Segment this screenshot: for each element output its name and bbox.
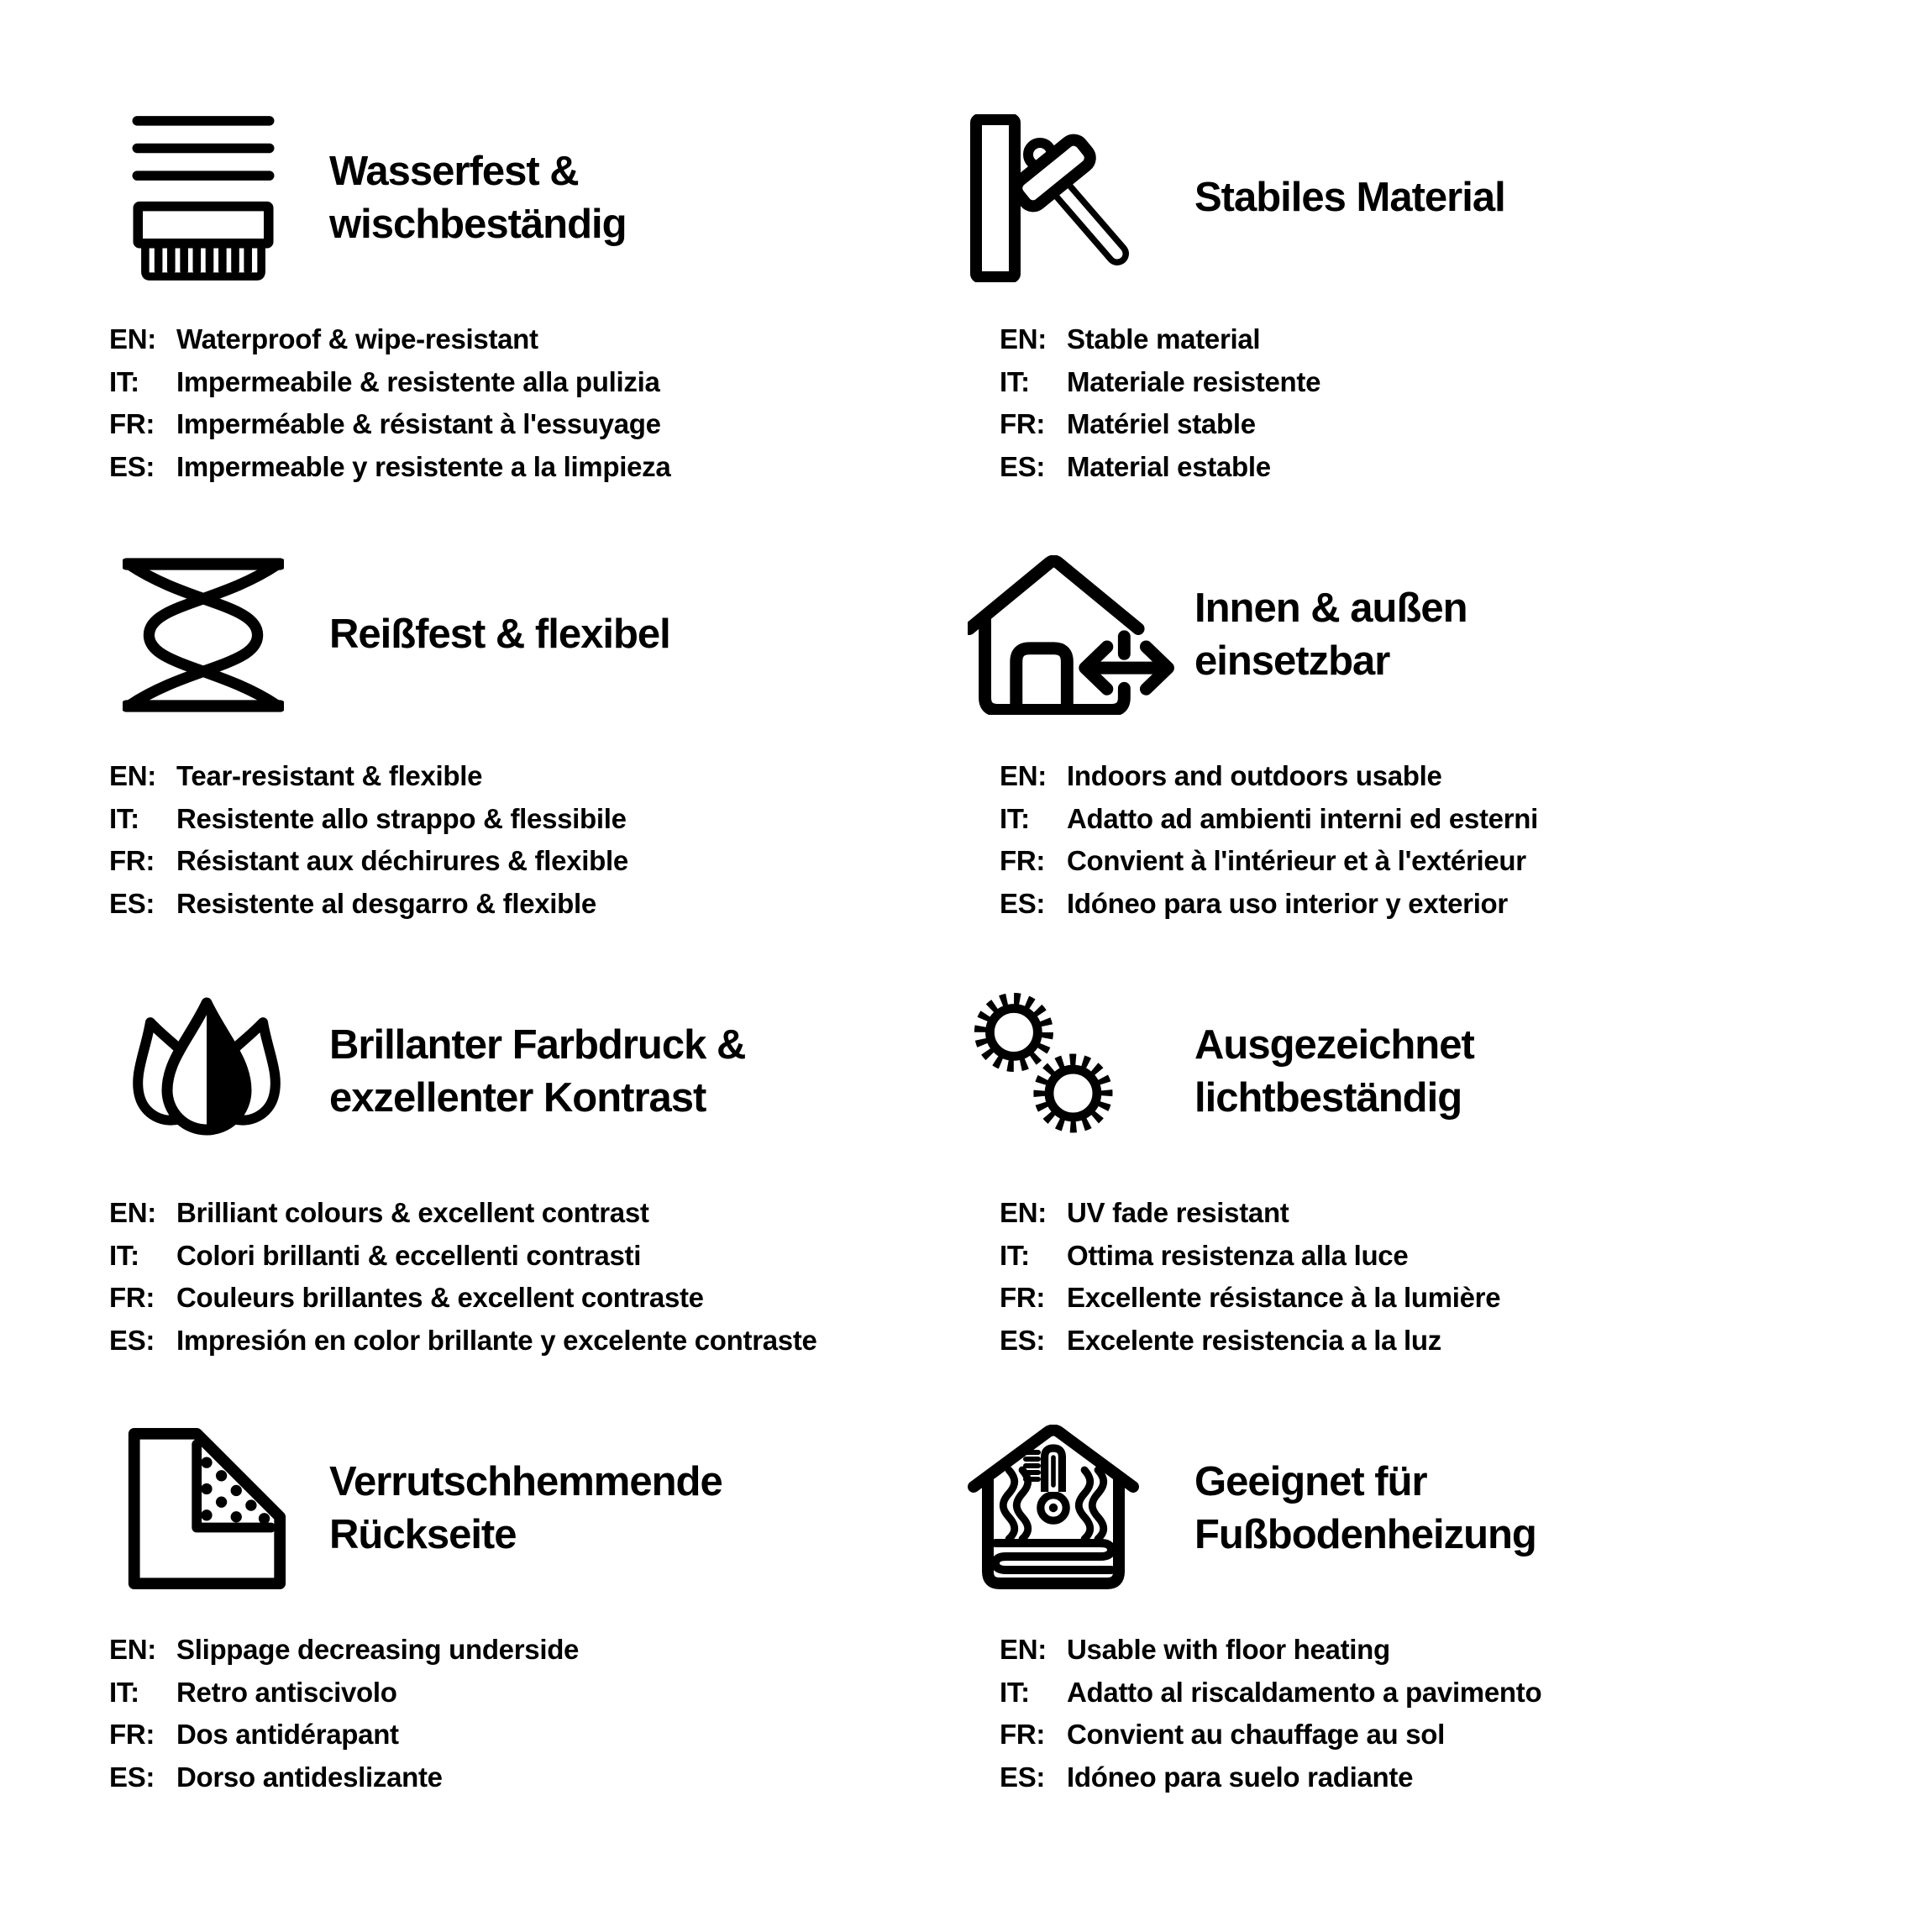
translation-text: Colori brillanti & eccellenti contrasti (176, 1239, 642, 1271)
translation-text: Tear-resistant & flexible (176, 760, 483, 791)
feature-indoor-outdoor (966, 544, 1898, 981)
feature-header (966, 108, 1898, 288)
lang-label: IT: (1000, 1239, 1030, 1271)
translation-row (109, 1756, 966, 1799)
translation-row (109, 318, 966, 361)
translation-text: Resistente allo strappo & flessibile (176, 802, 627, 834)
feature-header (966, 544, 1898, 725)
lang-label: ES: (109, 1761, 155, 1793)
translation-row (1000, 1277, 1898, 1320)
lang-label: EN: (1000, 323, 1047, 354)
translation-row (1000, 1192, 1898, 1235)
translation-row (1000, 361, 1898, 404)
translations (966, 318, 1898, 488)
translation-row (1000, 883, 1898, 926)
translation-row (1000, 1235, 1898, 1278)
water-lines-brush-icon (123, 114, 284, 282)
translation-row (1000, 755, 1898, 798)
translation-text: Retro antiscivolo (176, 1676, 397, 1708)
feature-title: Geeignet für Fußbodenheizung (1194, 1459, 1536, 1557)
icon-box (109, 1426, 329, 1591)
house-double-arrow-icon (968, 555, 1174, 715)
icon-box (966, 990, 1194, 1154)
lang-label: ES: (109, 887, 155, 919)
translations (966, 1192, 1898, 1362)
lang-label: EN: (109, 323, 156, 354)
feature-brilliant-print (109, 981, 966, 1418)
translation-row (109, 1672, 966, 1714)
translation-row (1000, 403, 1898, 446)
translation-text: Stable material (1067, 323, 1261, 354)
translation-text: Impermeable y resistente a la limpieza (176, 450, 671, 482)
lang-label: EN: (1000, 1634, 1047, 1665)
translation-row (1000, 1672, 1898, 1714)
translation-row (1000, 1320, 1898, 1362)
translation-row (109, 1235, 966, 1278)
lang-label: IT: (109, 1239, 139, 1271)
lang-label: FR: (1000, 408, 1046, 439)
translation-row (109, 1320, 966, 1362)
uv-suns-icon (968, 990, 1132, 1154)
lang-label: IT: (1000, 802, 1030, 834)
translations (109, 1192, 966, 1362)
feature-header (966, 1418, 1898, 1599)
icon-box (109, 995, 329, 1149)
feature-title: Innen & außen einsetzbar (1194, 585, 1467, 684)
feature-tear-resistant (109, 544, 966, 981)
feature-title: Ausgezeichnet lichtbeständig (1194, 1022, 1474, 1121)
lang-label: EN: (1000, 1197, 1047, 1228)
icon-box (109, 114, 329, 282)
feature-waterproof-wipe (109, 108, 966, 544)
translation-text: Idóneo para suelo radiante (1067, 1761, 1414, 1793)
translation-text: Adatto al riscaldamento a pavimento (1067, 1676, 1542, 1708)
translation-row (109, 798, 966, 841)
hammer-plank-icon (968, 114, 1136, 282)
icon-box (966, 1425, 1194, 1593)
lang-label: FR: (109, 845, 155, 876)
translation-text: Dorso antideslizante (176, 1761, 443, 1793)
lang-label: EN: (109, 1634, 156, 1665)
feature-title: Verrutschhemmende Rückseite (329, 1459, 722, 1557)
lang-label: IT: (109, 365, 139, 397)
lang-label: IT: (109, 802, 139, 834)
feature-header (109, 108, 966, 288)
icon-box (966, 555, 1194, 715)
translation-row (109, 446, 966, 489)
translation-row (1000, 1756, 1898, 1799)
translation-text: Imperméable & résistant à l'essuyage (176, 408, 661, 439)
feature-title: Wasserfest & wischbeständig (329, 149, 627, 247)
floor-heating-house-icon (968, 1425, 1139, 1593)
translation-row (109, 1192, 966, 1235)
translation-text: Adatto ad ambienti interni ed esterni (1067, 802, 1538, 834)
lang-label: ES: (1000, 1761, 1046, 1793)
lang-label: ES: (1000, 450, 1046, 482)
feature-title: Stabiles Material (1194, 175, 1505, 221)
translations (109, 755, 966, 925)
translation-text: Matériel stable (1067, 408, 1256, 439)
translation-text: Dos antidérapant (176, 1719, 399, 1750)
translation-text: Material estable (1067, 450, 1271, 482)
feature-header (109, 544, 966, 725)
feature-stable-material (966, 108, 1898, 544)
lang-label: EN: (1000, 760, 1047, 791)
lang-label: ES: (1000, 1324, 1046, 1356)
translation-text: Slippage decreasing underside (176, 1634, 580, 1665)
translation-row (1000, 1714, 1898, 1756)
translation-text: Materiale resistente (1067, 365, 1321, 397)
translation-text: Convient à l'intérieur et à l'extérieur (1067, 845, 1526, 876)
translation-row (109, 361, 966, 404)
translations (966, 755, 1898, 925)
lang-label: FR: (109, 1282, 155, 1313)
feature-title: Reißfest & flexibel (329, 612, 670, 658)
translation-row (109, 1629, 966, 1672)
color-drops-icon (123, 995, 291, 1149)
translation-row (109, 1714, 966, 1756)
lang-label: EN: (109, 760, 156, 791)
translations (966, 1629, 1898, 1798)
translation-row (109, 755, 966, 798)
lang-label: IT: (1000, 1676, 1030, 1708)
lang-label: ES: (109, 450, 155, 482)
lang-label: EN: (109, 1197, 156, 1228)
translation-text: Convient au chauffage au sol (1067, 1719, 1446, 1750)
translation-text: Usable with floor heating (1067, 1634, 1390, 1665)
translation-row (1000, 840, 1898, 883)
translation-text: Excellente résistance à la lumière (1067, 1282, 1501, 1313)
feature-header (966, 981, 1898, 1162)
feature-header (109, 1418, 966, 1599)
translation-text: Waterproof & wipe-resistant (176, 323, 538, 354)
icon-box (966, 114, 1194, 282)
translation-row (1000, 318, 1898, 361)
lang-label: IT: (109, 1676, 139, 1708)
translation-text: Resistente al desgarro & flexible (176, 887, 596, 919)
translation-text: UV fade resistant (1067, 1197, 1289, 1228)
lang-label: FR: (109, 1719, 155, 1750)
lang-label: FR: (109, 408, 155, 439)
lang-label: ES: (1000, 887, 1046, 919)
translation-text: Excelente resistencia a la luz (1067, 1324, 1441, 1356)
lang-label: FR: (1000, 1282, 1046, 1313)
translation-row (109, 1277, 966, 1320)
feature-lightfast (966, 981, 1898, 1418)
translation-text: Ottima resistenza alla luce (1067, 1239, 1409, 1271)
translation-row (1000, 446, 1898, 489)
translations (109, 1629, 966, 1798)
lang-label: FR: (1000, 1719, 1046, 1750)
translation-row (1000, 798, 1898, 841)
translation-text: Couleurs brillantes & excellent contraste (176, 1282, 704, 1313)
translation-text: Impresión en color brillante y excelente contraste (176, 1324, 817, 1356)
icon-box (109, 555, 329, 715)
folded-corner-dots-icon (123, 1426, 287, 1591)
feature-header (109, 981, 966, 1162)
feature-title: Brillanter Farbdruck & exzellenter Kontrast (329, 1022, 746, 1121)
translations (109, 318, 966, 488)
lang-label: ES: (109, 1324, 155, 1356)
translation-row (109, 883, 966, 926)
lang-label: FR: (1000, 845, 1046, 876)
translation-row (109, 840, 966, 883)
translation-text: Idóneo para uso interior y exterior (1067, 887, 1508, 919)
translation-text: Impermeabile & resistente alla pulizia (176, 365, 660, 397)
translation-row (109, 403, 966, 446)
feature-floor-heating (966, 1418, 1898, 1855)
twist-flex-icon (123, 555, 284, 715)
feature-anti-slip (109, 1418, 966, 1855)
lang-label: IT: (1000, 365, 1030, 397)
translation-row (1000, 1629, 1898, 1672)
translation-text: Indoors and outdoors usable (1067, 760, 1442, 791)
translation-text: Résistant aux déchirures & flexible (176, 845, 628, 876)
translation-text: Brilliant colours & excellent contrast (176, 1197, 649, 1228)
